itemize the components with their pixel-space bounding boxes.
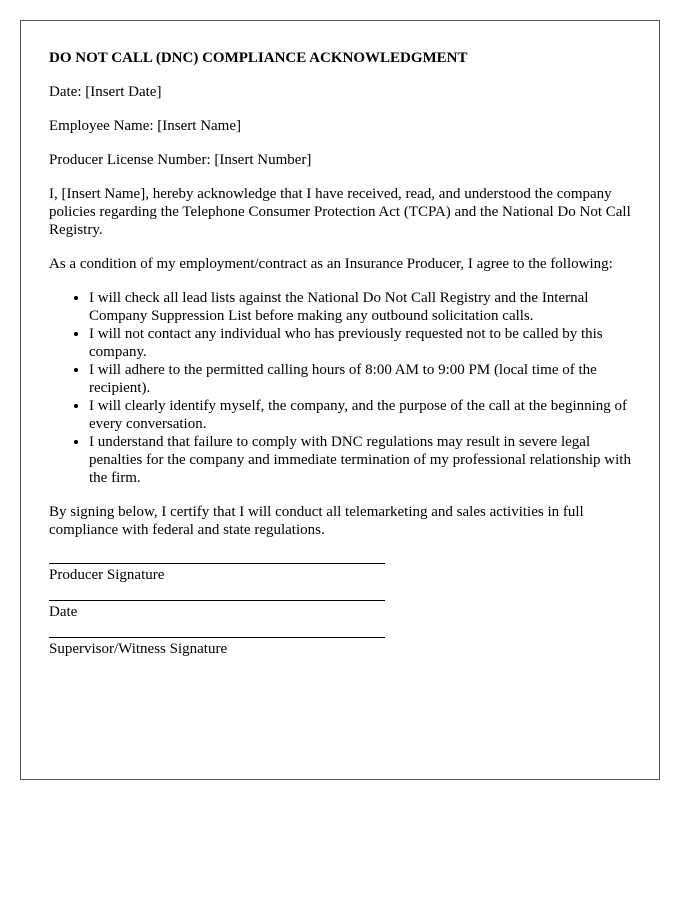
intro-paragraph: I, [Insert Name], hereby acknowledge that I have received, read, and understood the company policies regarding the Telephone Consumer Protection Act (TCPA) and the National Do Not Call Registry. (49, 186, 631, 238)
term-item: • I will adhere to the permitted calling hours of 8:00 AM to 9:00 PM (local time of the recipient). (89, 361, 631, 397)
license-number-field (49, 151, 631, 169)
witness-signature-block (49, 637, 385, 658)
license-number-label: Producer License Number: (49, 152, 215, 168)
date-field-value: [Insert Date] (85, 84, 162, 100)
date-signature-line[interactable] (49, 600, 385, 601)
witness-signature-line[interactable] (49, 637, 385, 638)
term-item: • I will check all lead lists against the National Do Not Call Registry and the Internal Company Suppression List before making any outbound solicitation calls. (89, 289, 631, 325)
compliance-document (20, 20, 660, 780)
producer-signature-block (49, 563, 385, 584)
terms-list (49, 289, 631, 487)
producer-signature-label: Producer Signature (49, 567, 165, 583)
employee-name-label: Employee Name: (49, 118, 158, 134)
employee-name-value: [Insert Name] (157, 118, 242, 134)
term-item: • I understand that failure to comply with DNC regulations may result in severe legal penalties for the company and immediate termination of my professional relationship with the firm. (89, 433, 631, 487)
date-signature-label: Date (49, 604, 78, 620)
term-item: • I will clearly identify myself, the company, and the purpose of the call at the beginning of every conversation. (89, 397, 631, 433)
employee-name-field (49, 117, 631, 135)
closing-paragraph: By signing below, I certify that I will conduct all telemarketing and sales activities in full compliance with federal and state regulations. (49, 504, 584, 538)
term-item: • I will not contact any individual who has previously requested not to be called by this company. (89, 325, 631, 361)
producer-signature-line[interactable] (49, 563, 385, 564)
condition-paragraph: As a condition of my employment/contract as an Insurance Producer, I agree to the following: (49, 256, 613, 272)
witness-signature-label: Supervisor/Witness Signature (49, 641, 228, 657)
date-signature-block (49, 600, 385, 621)
date-field-label: Date: (49, 84, 86, 100)
license-number-value: [Insert Number] (214, 152, 312, 168)
document-title: DO NOT CALL (DNC) COMPLIANCE ACKNOWLEDGMENT (49, 50, 468, 66)
date-field (49, 83, 631, 101)
